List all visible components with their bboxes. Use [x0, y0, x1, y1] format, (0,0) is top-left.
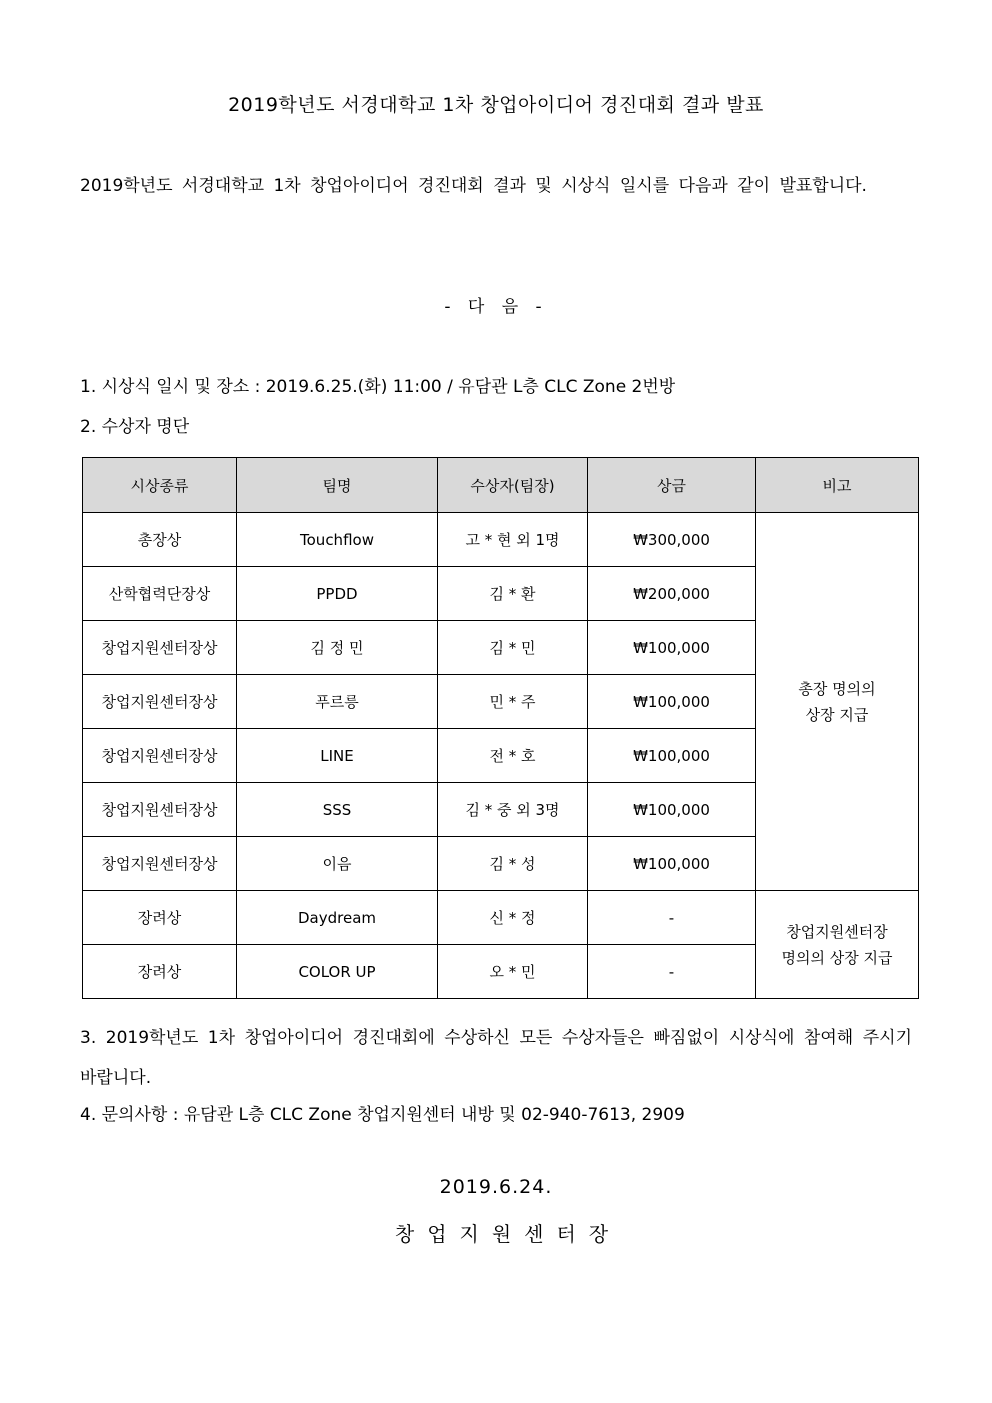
- team-name-cell: Daydream: [237, 891, 438, 945]
- prize-cell: ₩100,000: [588, 729, 756, 783]
- team-name-cell: COLOR UP: [237, 945, 438, 999]
- award-type-cell: 산학협력단장상: [83, 567, 237, 621]
- issue-date: 2019.6.24.: [439, 1176, 553, 1198]
- prize-cell: ₩100,000: [588, 675, 756, 729]
- winner-cell: 김 * 환: [438, 567, 588, 621]
- document-title: 2019학년도 서경대학교 1차 창업아이디어 경진대회 결과 발표: [228, 94, 764, 116]
- award-type-cell: 장려상: [83, 945, 237, 999]
- intro-paragraph: 2019학년도 서경대학교 1차 창업아이디어 경진대회 결과 및 시상식 일시를 다음과 같이 발표합니다.: [80, 176, 867, 196]
- item-inquiry-contact: 4. 문의사항 : 유담관 L층 CLC Zone 창업지원센터 내방 및 02-940-7613, 2909: [80, 1105, 685, 1125]
- remarks-cell-startup-center: [756, 891, 919, 999]
- header-remarks: 비고: [756, 458, 919, 513]
- section-marker: - 다 음 -: [444, 297, 548, 317]
- prize-cell: ₩100,000: [588, 621, 756, 675]
- award-type-cell: 총장상: [83, 513, 237, 567]
- team-name-cell: LINE: [237, 729, 438, 783]
- table-header-row: [83, 458, 919, 513]
- header-winner: 수상자(팀장): [438, 458, 588, 513]
- winner-cell: 전 * 호: [438, 729, 588, 783]
- prize-cell: -: [588, 891, 756, 945]
- header-prize: 상금: [588, 458, 756, 513]
- team-name-cell: PPDD: [237, 567, 438, 621]
- winner-cell: 오 * 민: [438, 945, 588, 999]
- winner-cell: 민 * 주: [438, 675, 588, 729]
- table-row: [83, 891, 919, 945]
- team-name-cell: 이음: [237, 837, 438, 891]
- winner-cell: 김 * 성: [438, 837, 588, 891]
- item-attendance-request: 3. 2019학년도 1차 창업아이디어 경진대회에 수상하신 모든 수상자들은 빠짐없이 시상식에 참여해 주시기 바랍니다.: [80, 1028, 912, 1088]
- team-name-cell: SSS: [237, 783, 438, 837]
- award-type-cell: 장려상: [83, 891, 237, 945]
- team-name-cell: 푸르릉: [237, 675, 438, 729]
- winner-cell: 김 * 민: [438, 621, 588, 675]
- item-ceremony-schedule: 1. 시상식 일시 및 장소 : 2019.6.25.(화) 11:00 / 유담관 L층 CLC Zone 2번방: [80, 377, 676, 397]
- award-type-cell: 창업지원센터장상: [83, 783, 237, 837]
- remarks-line: 창업지원센터장: [786, 922, 888, 941]
- header-award-type: 시상종류: [83, 458, 237, 513]
- award-type-cell: 창업지원센터장상: [83, 729, 237, 783]
- winners-table: [82, 457, 919, 999]
- award-type-cell: 창업지원센터장상: [83, 837, 237, 891]
- winner-cell: 고 * 현 외 1명: [438, 513, 588, 567]
- item-winners-list-heading: 2. 수상자 명단: [80, 417, 190, 437]
- prize-cell: ₩100,000: [588, 837, 756, 891]
- winner-cell: 신 * 정: [438, 891, 588, 945]
- prize-cell: -: [588, 945, 756, 999]
- award-type-cell: 창업지원센터장상: [83, 621, 237, 675]
- signer-title: 창업지원센터장: [394, 1222, 622, 1246]
- prize-cell: ₩300,000: [588, 513, 756, 567]
- remarks-line: 상장 지급: [805, 705, 869, 724]
- team-name-cell: Touchflow: [237, 513, 438, 567]
- header-team-name: 팀명: [237, 458, 438, 513]
- remarks-line: 명의의 상장 지급: [781, 948, 893, 967]
- award-type-cell: 창업지원센터장상: [83, 675, 237, 729]
- prize-cell: ₩100,000: [588, 783, 756, 837]
- remarks-cell-president: [756, 513, 919, 891]
- team-name-cell: 김 정 민: [237, 621, 438, 675]
- winner-cell: 김 * 중 외 3명: [438, 783, 588, 837]
- prize-cell: ₩200,000: [588, 567, 756, 621]
- table-row: [83, 513, 919, 567]
- remarks-line: 총장 명의의: [798, 679, 876, 698]
